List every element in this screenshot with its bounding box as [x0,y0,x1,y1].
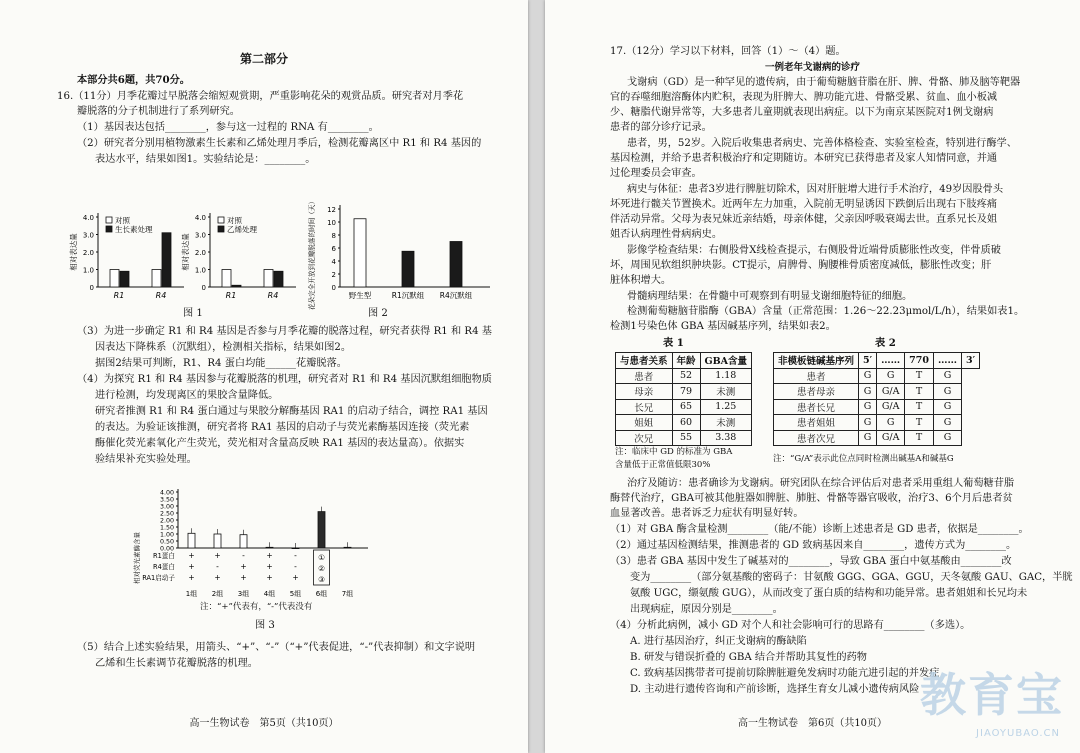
table-cell: 55 [672,430,700,446]
article-line: 骨髓病理结果：在骨髓中可观察到有明显戈谢细胞特征的细胞。 [627,291,913,302]
table-cell: …… [933,353,961,369]
y-tick-label: 12 [327,206,336,214]
y-tick-label: 2 [331,271,336,279]
y-tick-label: 4.00 [159,489,174,497]
bar-R4沉默组 [450,242,462,288]
q16-line: （5）结合上述实验结果，用箭头、“+”、“-”（“+”代表促进，“-”代表抑制）和文字说明 [77,642,476,653]
blank-marker: ② [318,564,325,573]
table-row [616,384,752,400]
article-line: 患者的部分诊疗记录。 [610,122,712,133]
bar-1组 [188,533,195,548]
y-tick-label: 2.50 [159,510,174,518]
treatment-mark: - [242,551,245,560]
y-axis-label: 相对表达量 [69,233,78,271]
q16-line: 瓣脱落的分子机制进行了系列研究。 [77,106,240,117]
table-cell: G [859,399,877,415]
table-cell: 与患者关系 [616,353,673,369]
y-tick-label: 3.0 [82,231,94,240]
treatment-mark: + [214,551,221,560]
bar-野生型 [354,219,366,287]
table-cell: T [905,415,934,431]
figure-3 [130,478,390,603]
treatment-mark: + [266,573,273,582]
option-c: C. 致病基因携带者可提前切除脾脏避免发病时功能亢进引起的并发症 [630,668,940,679]
table-cell: 52 [672,368,700,384]
article-line: 病史与体征：患者3岁进行脾脏切除术，因对肝脏增大进行手术治疗，49岁因股骨头 [627,184,1004,195]
q17-subquestion: 出现病症，原因分别是________。 [630,604,783,615]
figure-1-caption: 图 1 [183,308,203,319]
x-tick-label: 5组 [289,590,302,598]
y-tick-label: 2.00 [159,517,174,525]
watermark-logo: 教育宝 [920,668,1064,722]
bar-R1-control [110,270,119,288]
q16-line: 进行检测，均发现离区的果胶含量降低。 [95,390,279,401]
exam-page-right [545,0,1080,753]
table-cell: G [859,430,877,446]
y-tick-label: 0.00 [159,545,174,553]
table-cell: 未测 [700,384,752,400]
y-tick-label: 0.50 [159,538,174,546]
table-cell: 患者长兄 [774,399,859,415]
table-cell: 长兄 [616,399,673,415]
article-line: 坏，周围见软组织肿块影。CT提示，肩脾骨、胸腰椎骨质密度减低，膨胀性改变；肝 [610,260,992,271]
q16-line: 酶催化荧光素氧化产生荧光，荧光相对含量高反映 RA1 基因的表达量高）。依据实 [95,438,465,449]
table-header-row [774,353,980,369]
y-tick-label: 1.0 [82,266,94,275]
table-cell: G [933,430,961,446]
y-tick-label: 0 [89,284,94,292]
article-line: 检测葡萄糖脑苷脂酶（GBA）含量（正常范围：1.26～22.23μmol/L/h），结果如表1。 [627,306,1025,317]
table-cell: 1.25 [700,399,752,415]
y-tick-label: 1.0 [194,266,206,275]
option-d: D. 主动进行遗传咨询和产前诊断，选择生育女儿减小遗传病风险 [630,684,920,695]
table-cell: 60 [672,415,700,431]
table-row [774,384,980,400]
table-cell: G [859,368,877,384]
table-1-note: 注：临床中 GD 的标准为 GBA [615,447,733,457]
bar-R4-control [264,270,273,288]
bar-2组 [214,534,221,548]
x-tick-label: 3组 [237,590,250,598]
table-row [774,368,980,384]
blank-marker: ③ [318,575,325,584]
bar-R1-treated [232,285,241,287]
table-cell: …… [877,353,905,369]
figure-1-2 [70,195,490,325]
table-cell: G [933,368,961,384]
table-cell: G [933,415,961,431]
treatment-mark: + [266,562,273,571]
legend-swatch [106,226,112,232]
figure-3-chart [132,489,368,598]
y-tick-label: 0 [331,284,336,292]
table-cell: 年龄 [672,353,700,369]
bar-R4-treated [162,233,171,287]
table-cell: 母亲 [616,384,673,400]
y-tick-label: 3.0 [194,231,206,240]
article-line: 戈谢病（GD）是一种罕见的遗传病，由于葡萄糖脑苷脂在肝、脾、骨骼、肺及脑等靶器 [627,77,1021,88]
table-row [616,430,752,446]
table-2-title: 表 2 [875,337,896,349]
y-tick-label: 4.0 [82,214,94,222]
legend-label: 乙烯处理 [227,225,257,234]
table-cell: T [905,430,934,446]
y-axis-label: 花朵完全开放到花瓣脱落的时间（天） [308,197,316,311]
table-cell: 非模板链碱基序列 [774,353,859,369]
y-tick-label: 6 [331,245,336,253]
q17-subquestion: （1）对 GBA 酶含量检测________（能/不能）诊断上述患者是 GD 患者，依据是________。 [610,524,1029,535]
y-tick-label: 1.50 [159,524,174,532]
x-tick-label: 4组 [263,590,276,598]
x-tick-label: R4沉默组 [439,291,473,300]
page-footer: 高一生物试卷 第6页（共10页） [737,718,888,729]
table-cell: 患者姐姐 [774,415,859,431]
treatment-mark: - [294,562,297,571]
table-cell: 3′ [961,353,979,369]
legend-swatch [218,226,224,232]
article-line: 影像学检查结果：右侧股骨X线检查提示，右侧股骨近端骨质膨胀性改变，伴骨质破 [627,245,1001,256]
article-line: 伴活动异常。父母为表兄妹近亲结婚，母亲体健，父亲因呼吸衰竭去世。直系兄长及姐 [610,214,998,225]
legend-swatch [106,217,112,223]
table-cell: 1.18 [700,368,752,384]
y-tick-label: 2.0 [194,249,206,257]
table-cell: 患者母亲 [774,384,859,400]
table-cell: G/A [877,384,905,400]
table-cell: G/A [877,399,905,415]
treatment-mark: - [216,562,219,571]
row-label: R1蛋白 [153,552,175,560]
table-cell: G [859,384,877,400]
article-line: 脏体积增大。 [610,275,672,286]
q16-line: 验结果补充实验处理。 [95,454,197,465]
table-cell: G [877,368,905,384]
table-cell: T [905,384,934,400]
y-tick-label: 8 [331,232,336,240]
legend-swatch [218,217,224,223]
bar-R1-control [222,270,231,288]
bar-6组 [318,512,325,548]
bar-7组 [344,547,351,548]
legend-label: 对照 [227,216,242,225]
table-cell: G [859,415,877,431]
y-tick-label: 4.0 [194,214,206,222]
table-cell: T [905,368,934,384]
table-row [774,415,980,431]
table-1-title: 表 1 [663,337,684,349]
article-line: 检测1号染色体 GBA 基因碱基序列，结果如表2。 [610,321,836,332]
article-title: 一例老年戈谢病的诊疗 [764,62,860,73]
table-cell: 79 [672,384,700,400]
table-cell: 5′ [859,353,877,369]
treatment-mark: + [188,573,195,582]
bar-R4-treated [274,271,283,287]
table-cell: G [933,384,961,400]
figure-1-left-chart [68,213,184,300]
article-line: 治疗及随访：患者确诊为戈谢病。研究团队在综合评估后对患者采用重组人葡萄糖苷脂 [627,478,1015,489]
table-1 [615,352,752,446]
table-cell: 65 [672,399,700,415]
y-tick-label: 3.00 [159,503,174,511]
watermark-url: JIAOYUBAO.CN [976,728,1060,739]
x-tick-label: 1组 [185,590,198,598]
blank-marker: ① [318,553,325,562]
q16-line: （4）为探究 R1 和 R4 基因参与花瓣脱落的机理，研究者对 R1 和 R4 基因沉默组细胞物质 [77,374,492,385]
article-line: 酶替代治疗，GBA可被其他脏器如脾脏、肺脏、骨骼等器官吸收，治疗3、6个月后患者贫 [610,493,1013,504]
section-intro: 本部分共6题，共70分。 [77,74,190,86]
x-tick-label: 野生型 [348,291,372,300]
table-cell: 次兄 [616,430,673,446]
figure-2-caption: 图 2 [368,308,388,319]
y-tick-label: 1.00 [159,531,174,539]
bar-5组 [292,548,299,549]
article-line: 血显著改善。患者诉乏力症状有明显好转。 [610,508,804,519]
treatment-mark: + [188,551,195,560]
x-tick-label: R1 [113,291,125,300]
x-tick-label: R1沉默组 [391,291,425,300]
article-line: 过伦理委员会审查。 [610,168,702,179]
y-tick-label: 10 [327,219,336,227]
table-cell: GBA含量 [700,353,752,369]
article-line: 基因检测，并给予患者积极治疗和定期随访。本研究已获得患者及家人知情同意，并通 [610,153,998,164]
figure-3-caption: 图 3 [255,620,275,631]
row-label: RA1启动子 [142,574,175,582]
table-header-row [616,353,752,369]
x-tick-label: 7组 [341,590,354,598]
x-tick-label: 2组 [211,590,224,598]
table-cell: 姐姐 [616,415,673,431]
q16-line: （3）为进一步确定 R1 和 R4 基因是否参与月季花瓣的脱落过程，研究者获得 R1 和 R4 基 [77,326,492,337]
table-cell: 患者 [616,368,673,384]
q17-subquestion: （4）分析此病例，减小 GD 对个人和社会影响可行的思路有________（多选）。 [610,620,971,631]
treatment-mark: + [240,573,247,582]
q16-line: 因表达下降株系（沉默组），检测相关指标，结果如图2。 [95,342,352,353]
treatment-mark: + [188,562,195,571]
table-cell: G/A [877,430,905,446]
treatment-mark: + [240,562,247,571]
table-cell: G [933,399,961,415]
y-tick-label: 2.0 [82,249,94,257]
figure-1-right-chart [180,213,296,300]
table-cell: 3.38 [700,430,752,446]
q17-subquestion: （3）患者 GBA 基因中发生了碱基对的________，导致 GBA 蛋白中氨基酸由________改 [610,556,1012,567]
article-line: 姐否认病理性骨病病史。 [610,229,723,240]
q16-line: （1）基因表达包括________，参与这一过程的 RNA 有________。 [77,122,379,133]
table-cell: T [905,399,934,415]
table-1-note: 含量低于正常值低限30% [615,460,711,470]
table-cell: 770 [905,353,934,369]
y-axis-label: 相对表达量 [181,233,190,271]
q16-line: 据图2结果可判断，R1、R4 蛋白均能______花瓣脱落。 [95,358,347,369]
legend-label: 对照 [115,216,130,225]
page-footer: 高一生物试卷 第5页（共10页） [189,718,339,729]
article-line: 官的吞噬细胞溶酶体内贮积，表现为肝脾大、脾功能亢进、骨骼受累、贫血、血小板减 [610,92,998,103]
x-tick-label: R4 [267,291,279,300]
x-tick-label: R4 [155,291,167,300]
treatment-mark: + [292,573,299,582]
q16-line: 表达水平，结果如图1。实验结论是：________。 [95,154,316,165]
table-row [774,430,980,446]
bar-3组 [240,535,247,548]
bar-R1沉默组 [402,251,414,287]
article-line: 坏死进行髋关节置换术。近两年左力加重，入院前无明显诱因下跌倒后出现右下肢疼痛 [610,199,998,210]
figure-2-chart [307,198,490,310]
treatment-mark: - [294,551,297,560]
section-title: 第二部分 [239,52,288,66]
table-row [774,399,980,415]
article-line: 患者，男，52岁。入院后收集患者病史、完善体格检查、实验室检查，特别进行酶学、 [627,138,1017,149]
bar-4组 [266,547,273,548]
q16-line: 16.（11分）月季花瓣过早脱落会缩短观赏期，严重影响花朵的观赏品质。研究者对月季花 [57,91,464,102]
q16-line: 的表达。为验证该推测，研究者将 RA1 基因的启动子与荧光素酶基因连接（荧光素 [95,422,470,433]
table-2 [773,352,980,446]
q17-line: 17.（12分）学习以下材料，回答（1）～（4）题。 [610,46,846,57]
legend-label: 生长素处理 [115,225,153,234]
y-axis-label: 相对荧光素酶含量 [133,532,141,584]
table-row [616,415,752,431]
article-line: 少、糖脂代谢异常等，大多患者儿童期就表现出病症。以下为南京某医院对1例戈谢病 [610,107,994,118]
table-cell: 患者 [774,368,859,384]
table-cell: 未测 [700,415,752,431]
figure-3-note: 注：“+”代表有，“-”代表没有 [200,602,313,612]
y-tick-label: 4 [331,258,336,266]
y-tick-label: 3.50 [159,496,174,504]
row-label: R4蛋白 [153,563,175,571]
table-row [616,399,752,415]
table-row [616,368,752,384]
q17-subquestion: （2）通过基因检测结果，推测患者的 GD 致病基因来自________，遗传方式为________。 [610,540,1017,551]
bar-R4-control [152,270,161,288]
x-tick-label: 6组 [315,590,328,598]
table-cell: 患者次兄 [774,430,859,446]
option-a: A. 进行基因治疗，纠正戈谢病的酶缺陷 [630,636,807,647]
q16-line: 乙烯和生长素调节花瓣脱落的机理。 [95,658,258,669]
exam-page-left [0,0,528,753]
x-tick-label: R1 [225,291,237,300]
treatment-mark: + [266,551,273,560]
q17-subquestion: 氨酸 UGC，缬氨酸 GUG），从而改变了蛋白质的结构和功能异常。患者姐姐和长兄均未 [630,588,1028,599]
option-b: B. 研发与错误折叠的 GBA 结合并帮助其复性的药物 [630,652,867,663]
treatment-mark: + [214,573,221,582]
q17-subquestion: 变为________（部分氨基酸的密码子：甘氨酸 GGG、GGA、GGU，天冬氨酸 GAU、GAC，半胱 [630,572,1073,583]
q16-line: （2）研究者分别用植物激素生长素和乙烯处理月季后，检测花瓣离区中 R1 和 R4 基因的 [77,138,482,149]
bar-R1-treated [120,271,129,287]
y-tick-label: 0 [201,284,206,292]
table-cell: G [877,415,905,431]
q16-line: 研究者推测 R1 和 R4 蛋白通过与果胶分解酶基因 RA1 的启动子结合，调控 RA1 基因 [95,406,488,417]
table-2-note: 注：“G/A”表示此位点同时检测出碱基A和碱基G [773,454,954,464]
